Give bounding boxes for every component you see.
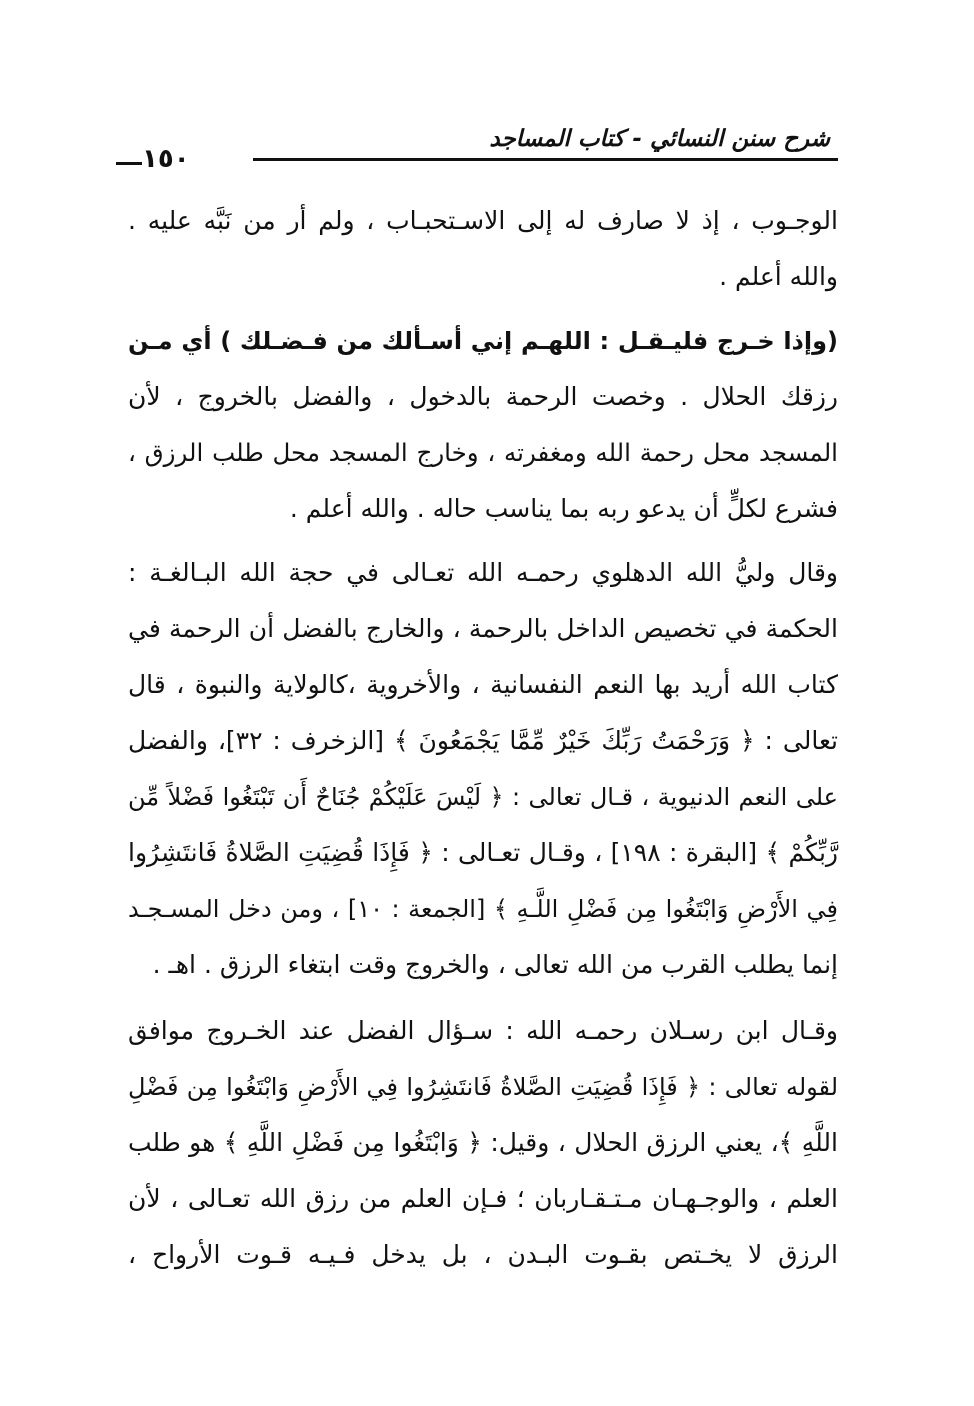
- paragraph-1: [128, 193, 838, 305]
- paragraph-3: [128, 545, 838, 993]
- paragraph-gap: [128, 993, 838, 1003]
- page-number-dash: [116, 162, 142, 165]
- text-line: رزقك الحلال . وخصت الرحمة بالدخول ، والفضل بالخروج ، لأن: [128, 382, 838, 411]
- text-line: وقـال ابن رسـلان رحمـه الله : سـؤال الفضل عند الخـروج موافق: [128, 1016, 838, 1045]
- text-line: المسجد محل رحمة الله ومغفرته ، وخارج المسجد محل طلب الرزق ،: [128, 438, 838, 467]
- text-line: الرزق لا يخـتص بقـوت البـدن ، بل يدخل فـيـه قـوت الأرواح ،: [128, 1240, 838, 1269]
- text-line: وقال وليُّ الله الدهلوي رحمـه الله تعـالى في حجة الله البـالغـة :: [128, 558, 838, 587]
- paragraph-gap: [128, 305, 838, 313]
- text-line: لقوله تعالى : ﴿ فَإِذَا قُضِيَتِ الصَّلاةُ فَانتَشِرُوا فِي الأَرْضِ وَابْتَغُوا مِن فَضْلِ: [128, 1073, 838, 1101]
- text-line: كتاب الله أريد بها النعم النفسانية ، والأخروية ،كالولاية والنبوة ، قال: [128, 670, 838, 699]
- text-line: على النعم الدنيوية ، قـال تعالى : ﴿ لَيْسَ عَلَيْكُمْ جُنَاحٌ أَن تَبْتَغُوا فَضْلاً مِّن: [128, 783, 838, 811]
- text-line: فِي الأَرْضِ وَابْتَغُوا مِن فَضْلِ اللَّـهِ ﴾ [الجمعة : ١٠] ، ومن دخل المسـجـد: [128, 895, 838, 923]
- text-line: اللَّهِ ﴾، يعني الرزق الحلال ، وقيل: ﴿ وَابْتَغُوا مِن فَضْلِ اللَّهِ ﴾ هو طلب: [128, 1128, 838, 1157]
- paragraph-gap: [128, 537, 838, 545]
- text-line: العلم ، والوجـهـان مـتـقـاربان ؛ فـإن العلم من رزق الله تعـالى ، لأن: [128, 1184, 838, 1213]
- text-line: الحكمة في تخصيص الداخل بالرحمة ، والخارج بالفضل أن الرحمة في: [128, 614, 838, 643]
- header-rule: [253, 158, 838, 161]
- text-line-heading: (وإذا خـرج فليـقـل : اللهـم إني أسـألك من فـضـلك ) أي مـن: [128, 327, 838, 355]
- running-title: شرح سنن النسائي - كتاب المساجد: [489, 126, 830, 152]
- page-header: [128, 126, 838, 182]
- text-line: إنما يطلب القرب من الله تعالى ، والخروج وقت ابتغاء الرزق . اهـ .: [152, 950, 838, 979]
- text-line: فشرع لكلٍّ أن يدعو ربه بما يناسب حاله . والله أعلم .: [289, 494, 838, 523]
- text-line: رَّبِّكُمْ ﴾ [البقرة : ١٩٨] ، وقـال تعـالى : ﴿ فَإِذَا قُضِيَتِ الصَّلاةُ فَانتَشِرُوا: [128, 838, 839, 867]
- page-number: ١٥٠: [142, 144, 190, 174]
- page-body: [128, 193, 838, 1283]
- text-line: الوجـوب ، إذ لا صارف له إلى الاسـتحبـاب ، ولم أر من نَبَّه عليه .: [128, 206, 838, 235]
- text-line: تعالى : ﴿ وَرَحْمَتُ رَبِّكَ خَيْرٌ مِّمَّا يَجْمَعُونَ ﴾ [الزخرف : ٣٢]، والفضل: [128, 726, 838, 755]
- paragraph-2: [128, 313, 838, 537]
- text-line: والله أعلم .: [719, 262, 838, 291]
- paragraph-4: [128, 1003, 838, 1283]
